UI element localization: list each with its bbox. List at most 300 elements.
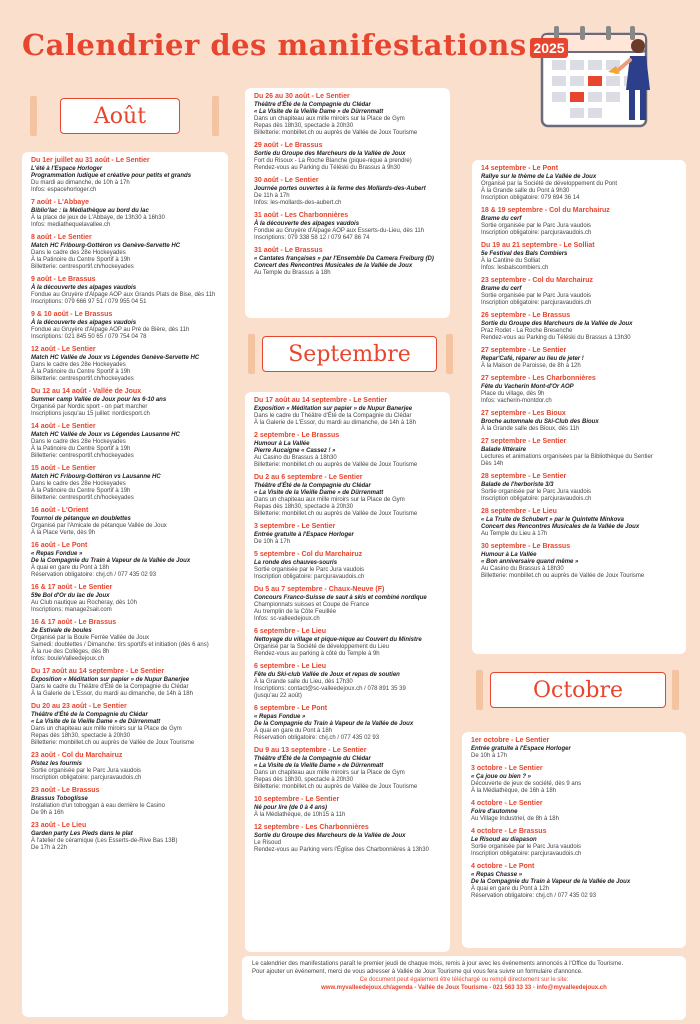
month-header-octobre <box>490 672 666 708</box>
event-detail: De 10h à 17h <box>471 752 508 759</box>
event-date-location: Du 2 au 6 septembre - Le Sentier <box>254 474 363 481</box>
event-date-location: 4 octobre - Le Sentier <box>471 800 543 807</box>
event-detail: De 9h à 16h <box>31 809 64 816</box>
event-title: « La Visite de la Vieille Dame » de Dürrenmatt <box>254 762 384 769</box>
event-title: Brame du cerf <box>481 215 522 222</box>
event-title: Le Risoud au diapason <box>471 836 537 843</box>
event-detail: De 10h à 17h <box>254 538 291 545</box>
event-title: Brame du cerf <box>481 285 522 292</box>
event-item <box>254 747 441 791</box>
event-title: Concert des Rencontres Musicales de la Vallée de Joux <box>254 262 413 269</box>
event-detail: Repas dès 18h30, spectacle à 20h30 <box>254 122 354 129</box>
month-label: Octobre <box>532 677 624 703</box>
event-detail: Sortie organisée par le Parc Jura vaudois <box>481 488 592 495</box>
event-date-location: 8 août - Le Sentier <box>31 234 92 241</box>
footer-line: Ce document peut également être téléchargé ou rempli directement sur le site: <box>359 977 569 983</box>
event-title: Balade de l'herboriste 3/3 <box>481 481 554 488</box>
event-detail: Le Risoud <box>254 839 282 846</box>
event-date-location: 31 août - Les Charbonnières <box>254 212 349 219</box>
event-title: « Ça joue ou bien ? » <box>471 773 532 780</box>
event-item <box>481 347 677 370</box>
event-detail: Championnats suisses et Coupe de France <box>254 601 370 608</box>
event-title: Théâtre d'Été de la Compagnie du Clédar <box>254 482 371 489</box>
event-detail: Inscriptions: manage2sail.com <box>31 606 112 613</box>
event-date-location: 30 septembre - Le Brassus <box>481 543 571 550</box>
event-item <box>31 276 219 306</box>
event-detail: Rendez-vous au parking à côté du Temple à 9h <box>254 650 380 657</box>
event-date-location: 16 août - L'Orient <box>31 507 89 514</box>
event-title: Concours Franco-Suisse de saut à skis et combiné nordique <box>254 594 427 601</box>
event-detail: Inscriptions: contact@sc-valleedejoux.ch / 078 891 35 39 <box>254 685 406 692</box>
event-item <box>481 508 677 538</box>
event-detail: Dans un chapiteau aux mille miroirs sur la Place de Gym <box>254 496 405 503</box>
event-title: De la Compagnie du Train à Vapeur de la Vallée de Joux <box>471 878 631 885</box>
event-detail: À la Grande salle du Lieu, dès 17h30 <box>254 678 353 685</box>
event-detail: Dans le cadre des 28e Hockeyades <box>31 249 126 256</box>
event-detail: Inscription obligatoire: parcjuravaudois.ch <box>481 495 592 502</box>
footer-contact-link[interactable]: www.myvalleedejoux.ch/agenda - Vallée de Joux Tourisme - 021 563 33 33 - info@myvalleedejoux.ch <box>321 985 607 991</box>
event-detail: Samedi: doublettes / Dimanche: tirs sportifs et initiation (dès 6 ans) <box>31 641 209 648</box>
event-title: À la découverte des alpages vaudois <box>254 220 360 227</box>
event-detail: Inscriptions: 021 845 50 65 / 079 754 04 78 <box>31 333 147 340</box>
event-item <box>481 543 677 580</box>
event-detail: À l'atelier de céramique (Les Esserts-de-Rive Bas 13B) <box>31 837 178 844</box>
event-detail: Repas dès 18h30, spectacle à 20h30 <box>254 776 354 783</box>
event-item <box>254 247 441 277</box>
event-title: Entrée gratuite à l'Espace Horloger <box>471 745 571 752</box>
event-title: Brassus Toboglisse <box>31 795 88 802</box>
event-detail: Au Casino du Brassus à 18h30 <box>254 454 337 461</box>
event-date-location: Du 17 août au 14 septembre - Le Sentier <box>254 397 388 404</box>
event-title: À la découverte des alpages vaudois <box>31 319 137 326</box>
event-title: Match HC Fribourg-Gottéron vs Lausanne HC <box>31 473 161 480</box>
event-title: Garden party Les Pieds dans le plat <box>31 830 133 837</box>
event-detail: Dans le cadre des 28e Hockeyades <box>31 480 126 487</box>
event-item <box>254 523 441 546</box>
event-title: « Repas Chasse » <box>471 871 523 878</box>
event-title: Humour à La Vallée <box>254 440 310 447</box>
event-date-location: 6 septembre - Le Pont <box>254 705 328 712</box>
event-detail: Billetterie: monbillet.ch ou auprès de Vallée de Joux Tourisme <box>254 510 418 517</box>
event-date-location: 29 août - Le Brassus <box>254 142 323 149</box>
event-detail: Sortie organisée par le Parc Jura vaudois <box>471 843 582 850</box>
event-title: Match HC Fribourg-Gottéron vs Genève-Servette HC <box>31 242 181 249</box>
footer-info <box>242 956 686 1020</box>
footer-line: Pour ajouter un événement, merci de vous adresser à Vallée de Joux Tourisme qui vous fera suivre un formulaire d'annonce. <box>252 969 583 975</box>
event-title: « La Visite de la Vieille Dame » de Dürrenmatt <box>254 108 384 115</box>
event-item <box>481 277 677 307</box>
event-date-location: Du 26 au 30 août - Le Sentier <box>254 93 350 100</box>
event-detail: À quai en gare du Pont à 12h <box>471 885 550 892</box>
event-title: Tournoi de pétanque en doublettes <box>31 515 131 522</box>
event-item <box>481 242 677 272</box>
event-item <box>254 212 441 242</box>
event-title: Biblio'lac : la Médiathèque au bord du lac <box>31 207 149 214</box>
decorative-tab <box>476 670 483 710</box>
event-detail: Dans un chapiteau aux mille miroirs sur la Place de Gym <box>254 769 405 776</box>
event-detail: Dans le cadre des 28e Hockeyades <box>31 438 126 445</box>
event-item <box>31 822 219 852</box>
event-detail: À la rue des Collèges, dès 8h <box>31 648 110 655</box>
event-item <box>31 199 219 229</box>
event-item <box>481 473 677 503</box>
event-detail: À la Grande salle des Bioux, dès 11h <box>481 425 580 432</box>
event-detail: Inscription obligatoire: parcjuravaudois.ch <box>481 299 592 306</box>
event-detail: Infos: bouleValleedejoux.ch <box>31 655 104 662</box>
event-detail: Au Temple du Lieu à 17h <box>481 530 548 537</box>
event-date-location: 31 août - Le Brassus <box>254 247 323 254</box>
decorative-tab <box>446 334 453 374</box>
event-title: Théâtre d'Été de la Compagnie du Clédar <box>254 101 371 108</box>
event-date-location: 3 septembre - Le Sentier <box>254 523 336 530</box>
event-date-location: 9 août - Le Brassus <box>31 276 96 283</box>
event-detail: À la Patinoire du Centre Sportif à 19h <box>31 368 131 375</box>
decorative-tab <box>212 96 219 136</box>
event-item <box>471 737 677 760</box>
event-item <box>31 388 219 418</box>
event-date-location: 26 septembre - Le Brassus <box>481 312 571 319</box>
event-date-location: 4 octobre - Le Pont <box>471 863 535 870</box>
event-detail: À la Patinoire du Centre Sportif à 19h <box>31 256 131 263</box>
event-date-location: 27 septembre - Le Sentier <box>481 347 567 354</box>
event-title: 5e Festival des Bals Combiers <box>481 250 568 257</box>
event-detail: Organisé par la Société de développement du Pont <box>481 180 618 187</box>
event-detail: À la Place Verte, dès 9h <box>31 529 96 536</box>
event-item <box>481 165 677 202</box>
event-detail: À la Maison de Paroisse, de 8h à 12h <box>481 362 581 369</box>
event-detail: À la Grande salle du Pont à 9h30 <box>481 187 570 194</box>
event-title: Match HC Vallée de Joux vs Légendes Genève-Servette HC <box>31 354 200 361</box>
event-date-location: 16 août - Le Pont <box>31 542 88 549</box>
event-title: Foire d'automne <box>471 808 518 815</box>
event-item <box>31 346 219 383</box>
event-title: Nettoyage du village et pique-nique au Couvert du Ministre <box>254 636 422 643</box>
event-date-location: Du 9 au 13 septembre - Le Sentier <box>254 747 367 754</box>
event-title: « Cantates françaises » par l'Ensemble Da Camera Freiburg (D) <box>254 255 434 262</box>
event-title: Exposition « Méditation sur papier » de Nupur Banerjee <box>31 676 190 683</box>
event-detail: Infos: espacehorloger.ch <box>31 186 97 193</box>
event-item <box>254 796 441 819</box>
event-title: De la Compagnie du Train à Vapeur de la Vallée de Joux <box>254 720 414 727</box>
event-detail: Billetterie: monbillet.ch ou auprès de Vallée de Joux Tourisme <box>254 783 418 790</box>
event-title: Sortie du Groupe des Marcheurs de la Vallée de Joux <box>254 832 406 839</box>
month-label: Septembre <box>288 341 411 367</box>
event-detail: Praz Rodet - La Roche Bresenche <box>481 327 573 334</box>
event-detail: Sortie organisée par le Parc Jura vaudois <box>481 292 592 299</box>
event-title: Théâtre d'Été de la Compagnie du Clédar <box>31 711 148 718</box>
event-detail: Organisé par la Boule Ferrée Vallée de Joux <box>31 634 149 641</box>
event-title: Sortie du Groupe des Marcheurs de la Vallée de Joux <box>481 320 633 327</box>
event-detail: Découverte de jeux de société, dès 9 ans <box>471 780 582 787</box>
event-date-location: Du 19 au 21 septembre - Le Solliat <box>481 242 595 249</box>
calendar-illustration <box>520 16 670 136</box>
event-title: Match HC Vallée de Joux vs Légendes Lausanne HC <box>31 431 180 438</box>
event-detail: Billetterie: centresportif.ch/hockeyades <box>31 263 134 270</box>
event-date-location: 2 septembre - Le Brassus <box>254 432 340 439</box>
event-date-location: 9 & 10 août - Le Brassus <box>31 311 113 318</box>
event-item <box>481 375 677 405</box>
event-title: Théâtre d'Été de la Compagnie du Clédar <box>254 755 371 762</box>
event-detail: Dès 14h <box>481 460 504 467</box>
event-item <box>254 142 441 172</box>
event-title: La ronde des chauves-souris <box>254 559 338 566</box>
page-title: Calendrier des manifestations <box>22 28 527 62</box>
event-detail: Billetterie: monbillet.ch ou auprès de Vallée de Joux Tourisme <box>254 129 418 136</box>
event-detail: Lectures et animations organisées par la Bibliothèque du Sentier <box>481 453 653 460</box>
event-item <box>481 410 677 433</box>
event-detail: Billetterie: centresportif.ch/hockeyades <box>31 375 134 382</box>
event-date-location: 23 septembre - Col du Marchairuz <box>481 277 594 284</box>
event-detail: Rendez-vous au Parking du Téléski du Brassus à 9h30 <box>254 164 401 171</box>
event-title: Entrée gratuite à l'Espace Horloger <box>254 531 354 538</box>
footer-line: Le calendrier des manifestations paraît le premier jeudi de chaque mois, remis à jour avec les événements annoncés à l'Office du Tourisme. <box>252 961 624 967</box>
event-item <box>254 432 441 469</box>
event-title: Broche automnale du Ski-Club des Bioux <box>481 418 599 425</box>
event-title: Pistez les fourmis <box>31 760 83 767</box>
event-date-location: 1er octobre - Le Sentier <box>471 737 550 744</box>
event-detail: Dans un chapiteau aux mille miroirs sur la Place de Gym <box>31 725 182 732</box>
event-item <box>481 312 677 342</box>
event-detail: Réservation obligatoire: ctvj.ch / 077 435 02 93 <box>254 734 380 741</box>
event-date-location: Du 12 au 14 août - Vallée de Joux <box>31 388 142 395</box>
event-detail: À la place de jeux de L'Abbaye, de 13h30 à 16h30 <box>31 214 165 221</box>
event-detail: Au Village Industriel, de 8h à 18h <box>471 815 559 822</box>
event-date-location: Du 5 au 7 septembre - Chaux-Neuve (F) <box>254 586 385 593</box>
event-item <box>254 824 441 854</box>
column-septembre-end <box>472 160 686 654</box>
month-header-septembre <box>262 336 437 372</box>
event-date-location: 4 octobre - Le Brassus <box>471 828 547 835</box>
event-date-location: 6 septembre - Le Lieu <box>254 663 326 670</box>
event-item <box>31 703 219 747</box>
decorative-tab <box>248 334 255 374</box>
event-detail: Inscriptions jusqu'au 15 juillet: nordicsport.ch <box>31 410 150 417</box>
event-title: 2e Estivale de boules <box>31 627 92 634</box>
event-detail: (jusqu'au 22 août) <box>254 692 302 699</box>
event-detail: À la Galerie de L'Essor, du mardi au dimanche, de 14h à 18h <box>254 419 416 426</box>
event-detail: Dans un chapiteau aux mille miroirs sur la Place de Gym <box>254 115 405 122</box>
event-title: Né pour lire (de 0 à 4 ans) <box>254 804 328 811</box>
event-date-location: 23 août - Col du Marchairuz <box>31 752 123 759</box>
event-detail: À la Cantine du Solliat <box>481 257 541 264</box>
event-item <box>254 551 441 581</box>
event-item <box>254 397 441 427</box>
event-detail: De 17h à 22h <box>31 844 68 851</box>
event-detail: Billetterie: centresportif.ch/hockeyades <box>31 452 134 459</box>
event-detail: Inscription obligatoire: parcjuravaudois.ch <box>254 573 365 580</box>
event-detail: Inscription obligatoire: parcjuravaudois.ch <box>481 229 592 236</box>
event-date-location: 28 septembre - Le Lieu <box>481 508 557 515</box>
event-item <box>31 752 219 782</box>
event-date-location: 28 septembre - Le Sentier <box>481 473 567 480</box>
event-item <box>254 93 441 137</box>
event-detail: Infos: vacherin-montdor.ch <box>481 397 552 404</box>
event-item <box>31 668 219 698</box>
event-item <box>31 234 219 271</box>
decorative-tab <box>30 96 37 136</box>
event-date-location: 16 & 17 août - Le Sentier <box>31 584 113 591</box>
event-item <box>254 628 441 658</box>
event-detail: Sortie organisée par le Parc Jura vaudois <box>31 767 142 774</box>
event-detail: Du mardi au dimanche, de 10h à 17h <box>31 179 130 186</box>
decorative-tab <box>672 670 679 710</box>
event-item <box>254 474 441 518</box>
event-detail: Billetterie: monbillet.ch ou auprès de Vallée de Joux Tourisme <box>31 739 195 746</box>
event-date-location: 3 octobre - Le Sentier <box>471 765 543 772</box>
event-detail: À la Patinoire du Centre Sportif à 19h <box>31 487 131 494</box>
event-date-location: 23 août - Le Lieu <box>31 822 87 829</box>
event-title: L'été à l'Espace Horloger <box>31 165 103 172</box>
event-date-location: 23 août - Le Brassus <box>31 787 100 794</box>
event-date-location: 6 septembre - Le Lieu <box>254 628 326 635</box>
event-detail: Sortie organisée par le Parc Jura vaudois <box>254 566 365 573</box>
event-date-location: 30 août - Le Sentier <box>254 177 319 184</box>
event-detail: De 11h à 17h <box>254 192 290 199</box>
event-detail: Au Club nautique au Rocheray, dès 10h <box>31 599 137 606</box>
event-detail: Fondue au Gruyère d'Alpage AOP au Pré de Bière, dès 11h <box>31 326 190 333</box>
event-title: Summer camp Vallée de Joux pour les 6-10 ans <box>31 396 167 403</box>
event-detail: Réservation obligatoire: ctvj.ch / 077 435 02 93 <box>471 892 597 899</box>
event-detail: Fondue au Gruyère d'Alpage AOP aux Grands Plats de Bise, dès 11h <box>31 291 216 298</box>
column-septembre <box>245 392 450 952</box>
event-detail: Repas dès 18h30, spectacle à 20h30 <box>254 503 354 510</box>
event-detail: À quai en gare du Pont à 18h <box>31 564 110 571</box>
event-date-location: Du 20 au 23 août - Le Sentier <box>31 703 127 710</box>
event-item <box>471 828 677 858</box>
event-item <box>31 311 219 341</box>
event-detail: Infos: sc-valleedejoux.ch <box>254 615 320 622</box>
event-detail: Billetterie: centresportif.ch/hockeyades <box>31 494 134 501</box>
event-item <box>471 800 677 823</box>
event-title: À la découverte des alpages vaudois <box>31 284 137 291</box>
event-item <box>481 438 677 468</box>
event-detail: Organisé par la Société de développement du Lieu <box>254 643 390 650</box>
event-detail: Repas dès 18h30, spectacle à 20h30 <box>31 732 131 739</box>
event-date-location: 27 septembre - Le Sentier <box>481 438 567 445</box>
event-title: Concert des Rencontres Musicales de la Vallée de Joux <box>481 523 640 530</box>
event-detail: Rendez-vous au Parking vers l'Église des Charbonnières à 13h30 <box>254 846 429 853</box>
event-detail: Infos: lesbalscombiers.ch <box>481 264 549 271</box>
event-title: De la Compagnie du Train à Vapeur de la Vallée de Joux <box>31 557 191 564</box>
event-detail: Dans le cadre du Théâtre d'Été de la Compagnie du Clédar <box>31 683 189 690</box>
event-detail: Installation d'un toboggan à eau derrière le Casino <box>31 802 165 809</box>
event-detail: Fort du Risoux - La Roche Blanche (pique-nique à prendre) <box>254 157 412 164</box>
event-detail: Au tremplin de la Côte Feuillée <box>254 608 337 615</box>
event-detail: Dans le cadre du Théâtre d'Été de la Compagnie du Clédar <box>254 412 412 419</box>
event-title: 59e Bol d'Or du lac de Joux <box>31 592 110 599</box>
event-date-location: 14 août - Le Sentier <box>31 423 96 430</box>
event-item <box>31 423 219 460</box>
event-date-location: 15 août - Le Sentier <box>31 465 96 472</box>
event-date-location: 16 & 17 août - Le Brassus <box>31 619 117 626</box>
event-item <box>31 584 219 614</box>
event-title: « Repas Fondue » <box>31 550 83 557</box>
event-detail: Sortie organisée par le Parc Jura vaudois <box>481 222 592 229</box>
month-header-aout <box>60 98 180 134</box>
event-item <box>31 542 219 579</box>
event-detail: Au Temple du Brassus à 18h <box>254 269 331 276</box>
event-detail: Inscriptions: 079 338 58 12 / 079 647 86 74 <box>254 234 370 241</box>
event-title: Humour à La Vallée <box>481 551 537 558</box>
event-date-location: 7 août - L'Abbaye <box>31 199 90 206</box>
event-detail: Réservation obligatoire: ctvj.ch / 077 435 02 93 <box>31 571 157 578</box>
event-title: Repar'Café, réparer au lieu de jeter ! <box>481 355 584 362</box>
event-title: « La Truite de Schubert » par le Quintette Minkova <box>481 516 624 523</box>
event-detail: Billetterie: monbillet.ch ou auprès de Vallée de Joux Tourisme <box>254 461 418 468</box>
event-title: Fête du Ski-club Vallée de Joux et repas de soutien <box>254 671 400 678</box>
event-detail: Infos: mediathequelavallee.ch <box>31 221 111 228</box>
event-item <box>481 207 677 237</box>
event-title: Rallye sur le thème de La Vallée de Joux <box>481 173 597 180</box>
event-title: « Bon anniversaire quand même » <box>481 558 579 565</box>
event-date-location: 14 septembre - Le Pont <box>481 165 559 172</box>
event-detail: Infos: les-mollards-des-aubert.ch <box>254 199 342 206</box>
column-aout <box>22 152 228 1017</box>
event-detail: Dans le cadre des 28e Hockeyades <box>31 361 126 368</box>
column-octobre <box>462 732 686 948</box>
event-detail: À la Médiathèque, de 16h à 18h <box>471 787 557 794</box>
event-date-location: Du 17 août au 14 septembre - Le Sentier <box>31 668 165 675</box>
event-title: Sortie du Groupe des Marcheurs de la Vallée de Joux <box>254 150 406 157</box>
event-detail: Organisé par l'Amicale de pétanque Vallée de Joux <box>31 522 167 529</box>
event-detail: Fondue au Gruyère d'Alpage AOP aux Esserts-du-Lieu, dès 11h <box>254 227 425 234</box>
event-detail: À la Patinoire du Centre Sportif à 19h <box>31 445 131 452</box>
event-date-location: 27 septembre - Les Bioux <box>481 410 566 417</box>
event-detail: Place du village, dès 9h <box>481 390 545 397</box>
event-detail: Au Casino du Brassus à 18h30 <box>481 565 564 572</box>
month-label: Août <box>93 103 147 129</box>
event-item <box>254 705 441 742</box>
column-aout-end <box>245 88 450 318</box>
event-date-location: 18 & 19 septembre - Col du Marchairuz <box>481 207 610 214</box>
event-title: Pierre Aucaigne « Cassez ! » <box>254 447 336 454</box>
event-detail: Inscription obligatoire: parcjuravaudois.ch <box>471 850 582 857</box>
event-title: Fête du Vacherin Mont-d'Or AOP <box>481 383 574 390</box>
event-date-location: Du 1er juillet au 31 août - Le Sentier <box>31 157 150 164</box>
event-item <box>471 863 677 900</box>
event-item <box>31 157 219 194</box>
event-date-location: 12 septembre - Les Charbonnières <box>254 824 369 831</box>
event-detail: À la Galerie de L'Essor, du mardi au dimanche, de 14h à 18h <box>31 690 193 697</box>
event-detail: Rendez-vous au Parking du Téléski du Brassus à 13h30 <box>481 334 631 341</box>
event-detail: Inscriptions: 079 666 97 51 / 079 955 04 51 <box>31 298 147 305</box>
event-detail: À quai en gare du Pont à 18h <box>254 727 333 734</box>
event-item <box>254 586 441 623</box>
event-title: Journée portes ouvertes à la ferme des Mollards-des-Aubert <box>254 185 426 192</box>
event-item <box>254 177 441 207</box>
event-detail: Organisé par Nordic sport - on part marcher <box>31 403 148 410</box>
event-title: Balade littéraire <box>481 446 527 453</box>
event-item <box>31 507 219 537</box>
event-item <box>31 465 219 502</box>
calendar-year: 2025 <box>533 40 565 56</box>
event-item <box>254 663 441 700</box>
event-date-location: 27 septembre - Les Charbonnières <box>481 375 596 382</box>
event-detail: Inscription obligatoire: parcjuravaudois.ch <box>31 774 142 781</box>
event-date-location: 5 septembre - Col du Marchairuz <box>254 551 363 558</box>
event-detail: Inscription obligatoire: 079 694 36 14 <box>481 194 580 201</box>
event-detail: Billetterie: monbillet.ch ou auprès de Vallée de Joux Tourisme <box>481 572 645 579</box>
event-title: Exposition « Méditation sur papier » de Nupur Banerjee <box>254 405 413 412</box>
event-title: « La Visite de la Vieille Dame » de Dürrenmatt <box>31 718 161 725</box>
event-date-location: 12 août - Le Sentier <box>31 346 96 353</box>
event-title: « La Visite de la Vieille Dame » de Dürrenmatt <box>254 489 384 496</box>
event-title: Programmation ludique et créative pour petits et grands <box>31 172 192 179</box>
event-item <box>31 619 219 663</box>
event-item <box>31 787 219 817</box>
event-date-location: 10 septembre - Le Sentier <box>254 796 340 803</box>
event-title: « Repas Fondue » <box>254 713 306 720</box>
